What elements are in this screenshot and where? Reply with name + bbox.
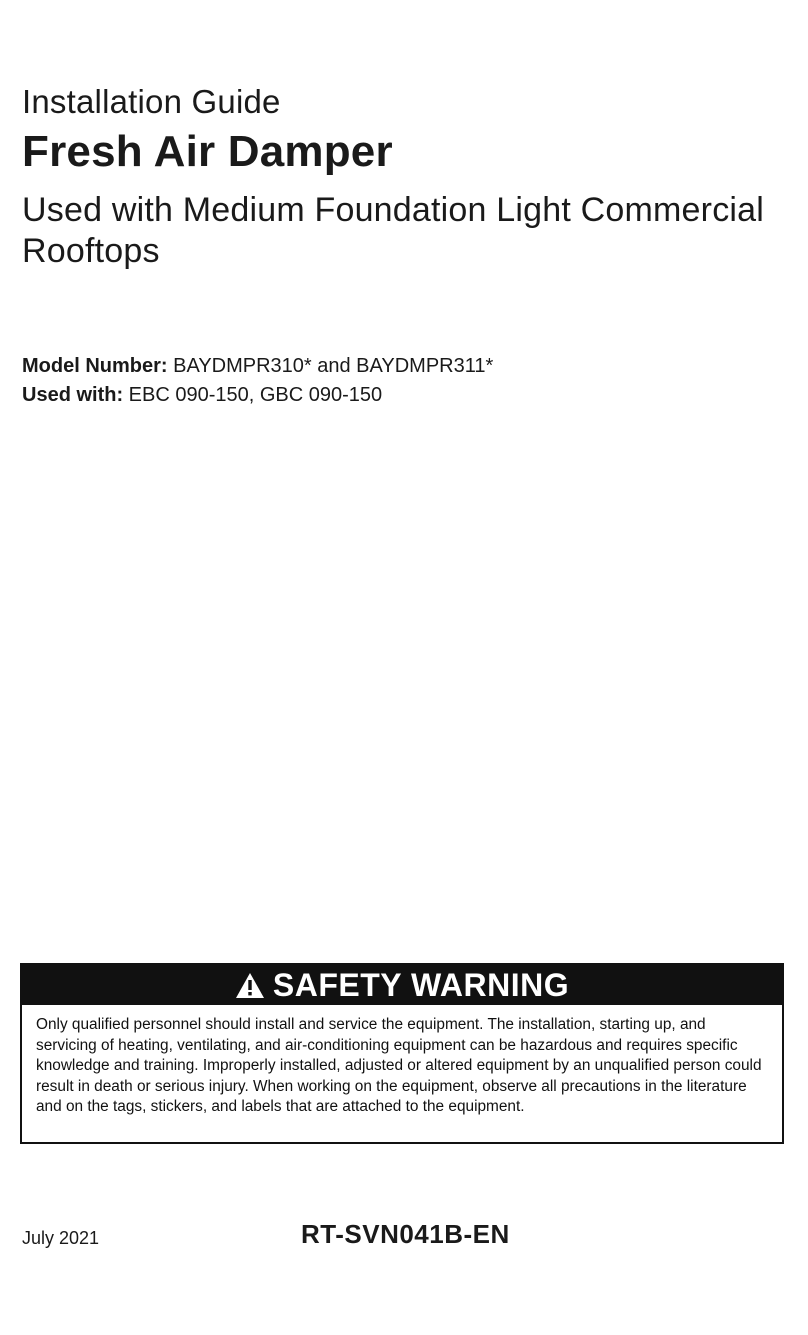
publication-date: July 2021 <box>22 1228 100 1248</box>
safety-warning-text: Only qualified personnel should install and service the equipment. The installation, starting up, and servicing of heating, ventilating, and air-conditioning equipment can be hazardous and requires specific knowledge and training. Improperly installed, adjusted or altered equipment by an unqualified person could result in death or serious injury. When working on the equipment, observe all precautions in the literature and on the tags, stickers, and labels that are attached to the equipment. <box>36 1016 762 1116</box>
used-with-label: Used with: <box>22 384 124 406</box>
document-type: Installation Guide <box>22 83 281 120</box>
document-subtitle: Used with Medium Foundation Light Commercial Rooftops <box>22 191 765 270</box>
document-number: RT-SVN041B-EN <box>301 1219 510 1249</box>
safety-warning-box <box>20 963 784 1144</box>
model-number-value: BAYDMPR310* and BAYDMPR311* <box>167 355 494 377</box>
model-number-label: Model Number: <box>22 355 168 377</box>
safety-warning-header <box>22 965 782 1005</box>
document-title: Fresh Air Damper <box>22 127 393 176</box>
safety-warning-title: SAFETY WARNING <box>272 966 570 1003</box>
warning-triangle-icon <box>235 972 265 999</box>
model-number-line <box>22 353 493 379</box>
used-with-value: EBC 090-150, GBC 090-150 <box>123 384 383 406</box>
used-with-line <box>22 382 382 408</box>
